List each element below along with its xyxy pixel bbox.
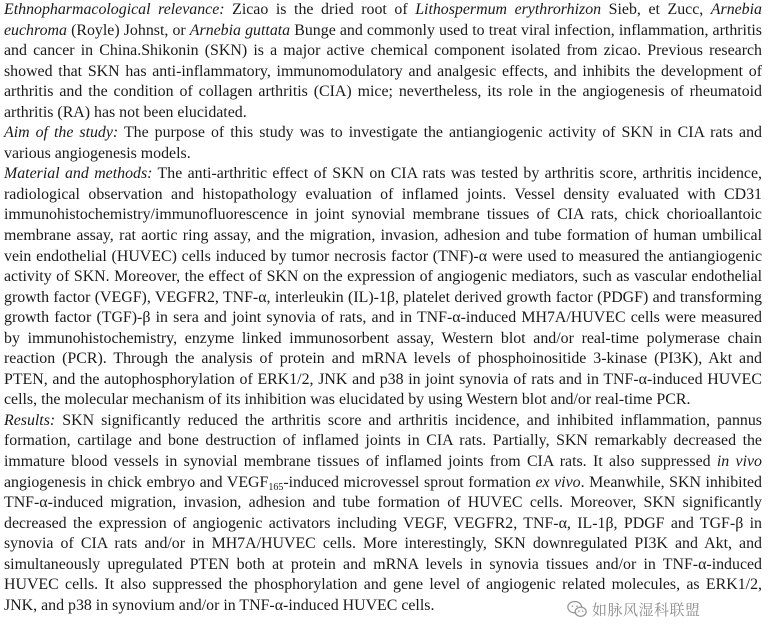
ethno-text-2: Sieb, et Zucc,	[601, 1, 711, 18]
aim-text: The purpose of this study was to investigate the antiangiogenic activity of SKN in CIA rats and various angiogenesis models.	[4, 124, 763, 162]
species-name-3: Arnebia guttata	[189, 21, 291, 39]
aim-paragraph	[4, 123, 762, 164]
abstract	[4, 0, 762, 616]
results-label: Results:	[4, 411, 56, 429]
ethnopharmacological-relevance-paragraph	[4, 0, 762, 123]
results-text-3: -induced microvessel sprout formation	[283, 473, 536, 491]
vegf-subscript: 165	[268, 481, 284, 493]
wechat-icon	[566, 598, 588, 620]
ethno-text-4: Bunge and commonly used to treat viral infection, inflammation, arthritis and cancer in China.Shikonin (SKN) is a major active chemical component isolated from zicao. Previous research showed that SKN has anti-inflammatory, immunomodulatory and analgesic effects, and inhibits the development of arthritis and the condition of collagen arthritis (CIA) mice; nevertheless, its role in the angiogenesis of rheumatoid arthritis (RA) has not been elucidated.	[4, 21, 762, 121]
in-vivo-term: in vivo	[716, 453, 762, 471]
methods-paragraph	[4, 164, 762, 411]
results-text-2: angiogenesis in chick embryo and VEGF	[4, 473, 269, 491]
ex-vivo-term: ex vivo	[535, 473, 581, 491]
ethno-text-3: (Royle) Johnst, or	[66, 21, 190, 39]
results-paragraph	[4, 411, 762, 616]
methods-text: The anti-arthritic effect of SKN on CIA rats was tested by arthritis score, arthritis incidence, radiological observation and histopathology evaluation of inflamed joints. Vessel density evaluated with CD31 immunohistochemistry/immunofluorescence in joint synovial membrane tissues of CIA rats, chick chorioallantoic membrane assay, rat aortic ring assay, and the migration, invasion, adhesion and tube formation of human umbilical vein endothelial (HUVEC) cells induced by tumor necrosis factor (TNF)-α were used to measured the antiangiogenic activity of SKN. Moreover, the effect of SKN on the expression of angiogenic mediators, such as vascular endothelial growth factor (VEGF), VEGFR2, TNF-α, interleukin (IL)-1β, platelet derived growth factor (PDGF) and transforming growth factor (TGF)-β in sera and joint synovia of rats, and in TNF-α-induced MH7A/HUVEC cells were measured by immunohistochemistry, enzyme linked immunosorbent assay, Western blot and/or real-time polymerase chain reaction (PCR). Through the analysis of protein and mRNA levels of phosphoinositide 3-kinase (PI3K), Akt and PTEN, and the autophosphorylation of ERK1/2, JNK and p38 in joint synovia of rats and in TNF-α-induced HUVEC cells, the molecular mechanism of its inhibition was elucidated by using Western blot and/or real-time PCR.	[4, 165, 762, 409]
species-name-1: Lithospermum erythrorhizon	[415, 1, 602, 18]
ethno-label: Ethnopharmacological relevance:	[4, 1, 225, 18]
wechat-watermark	[566, 598, 701, 620]
results-text-1: SKN significantly reduced the arthritis score and arthritis incidence, and inhibited inflammation, pannus formation, cartilage and bone destruction of inflamed joints in CIA rats. Partially, SKN remarkably decreased the immature blood vessels in synovial membrane tissues of inflamed joints from CIA rats. It also suppressed	[4, 411, 762, 471]
ethno-text-1: Zicao is the dried root of	[224, 1, 416, 18]
species-name-2: Arnebia euchroma	[4, 1, 762, 39]
aim-label: Aim of the study:	[4, 124, 119, 142]
results-text-4: . Meanwhile, SKN inhibited TNF-α-induced migration, invasion, adhesion and tube formation of HUVEC cells. Moreover, SKN significantly decreased the expression of angiogenic activators including VEGF, VEGFR2, TNF-α, IL-1β, PDGF and TGF-β in synovia of CIA rats and/or in MH7A/HUVEC cells. More interestingly, SKN downregulated PI3K and Akt, and simultaneously upregulated PTEN both at protein and mRNA levels in synovia tissues and/or in TNF-α-induced HUVEC cells. It also suppressed the phosphorylation and gene level of angiogenic related molecules, as ERK1/2, JNK, and p38 in synovium and/or in TNF-α-induced HUVEC cells.	[4, 473, 762, 614]
watermark-text: 如脉风湿科联盟	[592, 600, 701, 619]
methods-label: Material and methods:	[4, 165, 153, 183]
